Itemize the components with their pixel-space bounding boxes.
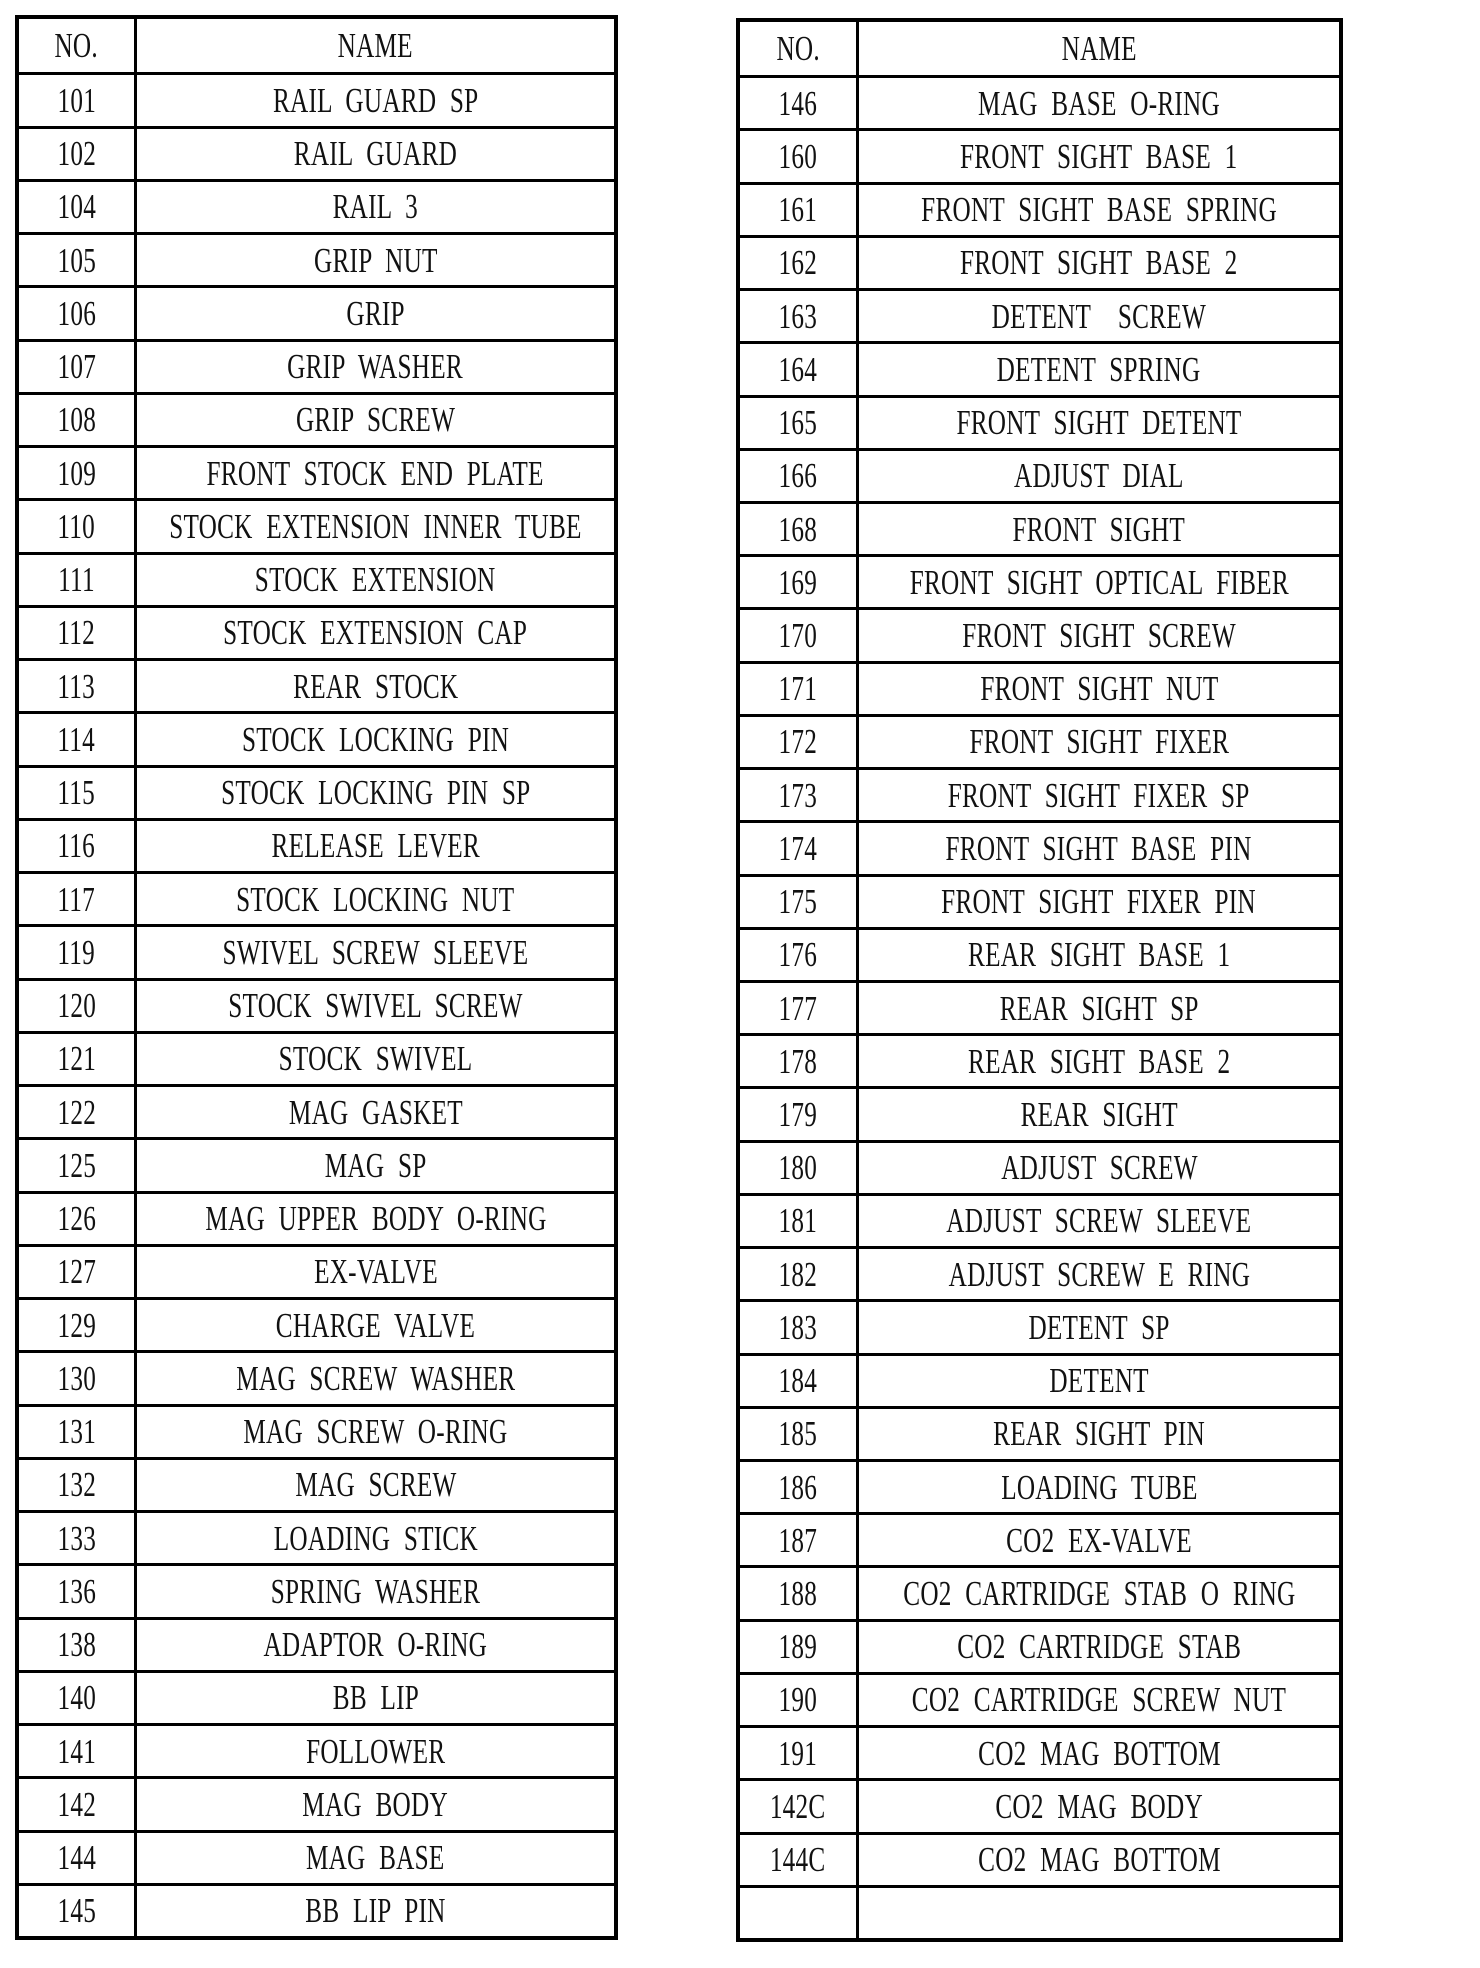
part-name-cell [859, 501, 1339, 554]
part-number-cell [19, 232, 137, 285]
part-number-cell [740, 1672, 859, 1725]
part-name-cell [859, 1353, 1339, 1406]
part-number-cell [19, 765, 137, 818]
cell-text: CO2 MAG BODY [995, 1786, 1203, 1826]
part-name-cell [137, 871, 614, 924]
part-number-cell [740, 1778, 859, 1831]
cell-text: 125 [57, 1145, 96, 1185]
cell-text: FRONT SIGHT FIXER SP [948, 775, 1250, 815]
parts-table-left [15, 15, 618, 1940]
part-name-cell [859, 128, 1339, 181]
cell-text: REAR SIGHT BASE 2 [967, 1041, 1231, 1081]
part-name-cell [859, 1672, 1339, 1725]
part-name-cell [859, 1406, 1339, 1459]
cell-text: 132 [57, 1465, 96, 1505]
part-name-cell [137, 605, 614, 658]
part-number-cell [19, 924, 137, 977]
cell-text: 169 [778, 562, 818, 602]
cell-text: MAG BASE [306, 1838, 445, 1878]
part-name-cell [137, 818, 614, 871]
part-name-cell [859, 1246, 1339, 1299]
part-number-cell [19, 1883, 137, 1936]
cell-text: 144 [57, 1838, 96, 1878]
part-number-cell [19, 339, 137, 392]
cell-text: 176 [778, 935, 818, 975]
part-name-cell [137, 711, 614, 764]
cell-text: CO2 EX-VALVE [1006, 1520, 1192, 1560]
part-number-cell [19, 1191, 137, 1244]
cell-text: STOCK EXTENSION [255, 560, 496, 600]
cell-text: 168 [778, 509, 818, 549]
cell-text: 170 [778, 616, 818, 656]
part-name-cell [859, 607, 1339, 660]
cell-text: EX-VALVE [313, 1252, 438, 1292]
cell-text: 112 [57, 613, 96, 653]
cell-text: 183 [778, 1307, 818, 1347]
cell-text: MAG GASKET [288, 1092, 463, 1132]
part-name-cell [859, 341, 1339, 394]
cell-text: 113 [57, 666, 96, 706]
cell-text: FRONT SIGHT BASE PIN [945, 828, 1253, 868]
cell-text: MAG SCREW [294, 1465, 457, 1505]
part-number-cell [19, 605, 137, 658]
cell-text: FRONT SIGHT NUT [979, 669, 1219, 709]
cell-text: 133 [57, 1518, 96, 1558]
cell-text: 173 [778, 775, 818, 815]
cell-text: FOLLOWER [305, 1731, 446, 1771]
part-name-cell [137, 1670, 614, 1723]
cell-text: 126 [57, 1199, 96, 1239]
part-name-cell [859, 1725, 1339, 1778]
part-name-cell [859, 1086, 1339, 1139]
cell-text: MAG SCREW WASHER [235, 1358, 516, 1398]
part-number-cell [740, 1885, 859, 1938]
part-name-cell [137, 658, 614, 711]
cell-text: 115 [57, 773, 96, 813]
part-name-cell [137, 765, 614, 818]
part-name-cell [137, 1617, 614, 1670]
cell-text: 127 [57, 1252, 96, 1292]
part-number-cell [19, 498, 137, 551]
part-number-cell [740, 714, 859, 767]
part-number-cell [740, 1832, 859, 1885]
part-number-cell [740, 288, 859, 341]
cell-text: 116 [57, 826, 96, 866]
part-name-cell [859, 554, 1339, 607]
part-number-cell [19, 818, 137, 871]
cell-text: 120 [57, 986, 96, 1026]
header-cell-name [137, 19, 614, 72]
part-number-cell [19, 1776, 137, 1829]
cell-text: 191 [778, 1733, 818, 1773]
part-name-cell [137, 1031, 614, 1084]
header-cell-name [859, 22, 1339, 75]
part-name-cell [137, 1883, 614, 1936]
part-number-cell [19, 1723, 137, 1776]
cell-text: 101 [57, 80, 96, 120]
cell-text: 107 [57, 347, 96, 387]
part-number-cell [19, 179, 137, 232]
cell-text: 185 [778, 1414, 818, 1454]
part-number-cell [740, 554, 859, 607]
part-name-cell [859, 1885, 1339, 1938]
cell-text: CO2 CARTRIDGE SCREW NUT [911, 1680, 1287, 1720]
cell-text: 130 [57, 1358, 96, 1398]
part-name-cell [137, 179, 614, 232]
part-name-cell [137, 339, 614, 392]
part-number-cell [19, 1830, 137, 1883]
cell-text: REAR SIGHT SP [999, 988, 1199, 1028]
part-name-cell [859, 448, 1339, 501]
part-name-cell [137, 392, 614, 445]
part-number-cell [740, 1406, 859, 1459]
part-number-cell [19, 1031, 137, 1084]
part-number-cell [19, 1244, 137, 1297]
cell-text: 187 [778, 1520, 818, 1560]
part-name-cell [137, 232, 614, 285]
header-label-no: NO. [776, 29, 820, 69]
cell-text: RELEASE LEVER [271, 826, 480, 866]
part-name-cell [859, 1033, 1339, 1086]
part-name-cell [137, 1297, 614, 1350]
cell-text: 111 [58, 560, 95, 600]
part-name-cell [137, 1350, 614, 1403]
cell-text: FRONT STOCK END PLATE [206, 453, 545, 493]
cell-text: CO2 CARTRIDGE STAB O RING [902, 1574, 1296, 1614]
cell-text: GRIP NUT [313, 240, 438, 280]
part-number-cell [19, 1137, 137, 1190]
cell-text: GRIP WASHER [287, 347, 464, 387]
part-name-cell [137, 1137, 614, 1190]
part-number-cell [740, 767, 859, 820]
header-cell-no [740, 22, 859, 75]
part-name-cell [859, 661, 1339, 714]
part-number-cell [19, 1510, 137, 1563]
header-label-name: NAME [337, 26, 414, 66]
part-name-cell [859, 767, 1339, 820]
cell-text: 108 [57, 400, 96, 440]
part-number-cell [740, 1140, 859, 1193]
cell-text: 160 [778, 137, 818, 177]
cell-text: ADJUST SCREW SLEEVE [946, 1201, 1252, 1241]
cell-text: 178 [778, 1041, 818, 1081]
cell-text: 179 [778, 1095, 818, 1135]
header-label-name: NAME [1061, 29, 1137, 69]
cell-text: 174 [778, 828, 818, 868]
part-name-cell [137, 552, 614, 605]
cell-text: GRIP SCREW [295, 400, 456, 440]
cell-text: 180 [778, 1148, 818, 1188]
cell-text: 104 [57, 187, 96, 227]
part-number-cell [19, 1670, 137, 1723]
header-label-no: NO. [54, 26, 99, 66]
part-name-cell [859, 820, 1339, 873]
cell-text: DETENT SPRING [997, 349, 1201, 389]
part-number-cell [740, 1193, 859, 1246]
part-number-cell [19, 1563, 137, 1616]
part-name-cell [859, 1140, 1339, 1193]
part-number-cell [19, 392, 137, 445]
cell-text: MAG BASE O-RING [978, 83, 1220, 123]
cell-text: CO2 MAG BOTTOM [977, 1733, 1221, 1773]
cell-text: 166 [778, 456, 818, 496]
part-name-cell [137, 445, 614, 498]
header-cell-no [19, 19, 137, 72]
cell-text: SPRING WASHER [270, 1571, 481, 1611]
cell-text: LOADING TUBE [1000, 1467, 1198, 1507]
cell-text: 190 [778, 1680, 818, 1720]
cell-text: 131 [57, 1412, 96, 1452]
cell-text: 162 [778, 243, 818, 283]
part-name-cell [859, 1299, 1339, 1352]
cell-text: CO2 CARTRIDGE STAB [957, 1627, 1241, 1667]
cell-text: MAG SCREW O-RING [243, 1412, 508, 1452]
part-number-cell [740, 1033, 859, 1086]
cell-text: 144C [770, 1840, 826, 1880]
cell-text: DETENT SCREW [991, 296, 1207, 336]
part-number-cell [19, 871, 137, 924]
part-number-cell [19, 1297, 137, 1350]
part-number-cell [19, 552, 137, 605]
cell-text: STOCK EXTENSION CAP [223, 613, 528, 653]
part-name-cell [137, 1563, 614, 1616]
cell-text: 102 [57, 134, 96, 174]
part-number-cell [740, 182, 859, 235]
cell-text: 129 [57, 1305, 96, 1345]
cell-text: DETENT [1049, 1361, 1149, 1401]
part-name-cell [137, 924, 614, 977]
cell-text: 146 [778, 83, 818, 123]
part-number-cell [740, 874, 859, 927]
cell-text: STOCK SWIVEL SCREW [228, 986, 523, 1026]
cell-text: 145 [57, 1891, 96, 1931]
part-number-cell [19, 1404, 137, 1457]
cell-text: REAR SIGHT PIN [993, 1414, 1205, 1454]
parts-table-right [736, 18, 1343, 1942]
part-number-cell [19, 285, 137, 338]
part-number-cell [740, 395, 859, 448]
part-number-cell [19, 445, 137, 498]
cell-text: 161 [778, 190, 818, 230]
cell-text: ADAPTOR O-RING [263, 1625, 488, 1665]
part-name-cell [137, 1191, 614, 1244]
cell-text: GRIP [346, 293, 405, 333]
cell-text: FRONT SIGHT FIXER [969, 722, 1229, 762]
part-name-cell [137, 978, 614, 1031]
cell-text: MAG SP [324, 1145, 427, 1185]
part-number-cell [740, 820, 859, 873]
cell-text: 114 [57, 719, 96, 759]
cell-text: 105 [57, 240, 96, 280]
cell-text: 188 [778, 1574, 818, 1614]
cell-text: MAG UPPER BODY O-RING [204, 1199, 547, 1239]
cell-text: LOADING STICK [273, 1518, 478, 1558]
part-name-cell [859, 1459, 1339, 1512]
cell-text: 165 [778, 403, 818, 443]
cell-text: REAR SIGHT BASE 1 [967, 935, 1231, 975]
part-number-cell [19, 72, 137, 125]
cell-text: 109 [57, 453, 96, 493]
cell-text: 181 [778, 1201, 818, 1241]
cell-text: 189 [778, 1627, 818, 1667]
part-name-cell [859, 1778, 1339, 1831]
part-number-cell [740, 1246, 859, 1299]
cell-text: RAIL 3 [332, 187, 419, 227]
cell-text: FRONT SIGHT BASE SPRING [921, 190, 1277, 230]
cell-text: 110 [57, 506, 96, 546]
part-number-cell [740, 235, 859, 288]
cell-text: 184 [778, 1361, 818, 1401]
part-name-cell [137, 1244, 614, 1297]
part-name-cell [859, 1193, 1339, 1246]
part-number-cell [740, 75, 859, 128]
part-name-cell [137, 1457, 614, 1510]
part-name-cell [859, 1565, 1339, 1618]
part-number-cell [740, 1459, 859, 1512]
part-number-cell [740, 1565, 859, 1618]
part-number-cell [740, 1353, 859, 1406]
cell-text: 182 [778, 1254, 818, 1294]
cell-text: 172 [778, 722, 818, 762]
part-number-cell [19, 126, 137, 179]
part-name-cell [859, 874, 1339, 927]
part-number-cell [740, 607, 859, 660]
cell-text: 117 [57, 879, 96, 919]
part-name-cell [137, 1084, 614, 1137]
part-name-cell [859, 714, 1339, 767]
part-name-cell [859, 1619, 1339, 1672]
cell-text: MAG BODY [302, 1784, 449, 1824]
part-number-cell [19, 658, 137, 711]
part-name-cell [859, 235, 1339, 288]
cell-text: ADJUST DIAL [1014, 456, 1184, 496]
part-number-cell [740, 980, 859, 1033]
part-number-cell [19, 1617, 137, 1670]
cell-text: FRONT SIGHT OPTICAL FIBER [909, 562, 1289, 602]
part-number-cell [740, 501, 859, 554]
cell-text: 164 [778, 349, 818, 389]
part-name-cell [137, 1510, 614, 1563]
part-name-cell [859, 927, 1339, 980]
cell-text: 163 [778, 296, 818, 336]
cell-text: STOCK EXTENSION INNER TUBE [169, 506, 582, 546]
part-name-cell [859, 1512, 1339, 1565]
part-name-cell [137, 285, 614, 338]
cell-text: 142 [57, 1784, 96, 1824]
cell-text: DETENT SP [1028, 1307, 1170, 1347]
part-number-cell [740, 661, 859, 714]
cell-text: 106 [57, 293, 96, 333]
part-number-cell [740, 927, 859, 980]
part-name-cell [137, 1830, 614, 1883]
part-number-cell [740, 1512, 859, 1565]
part-number-cell [740, 1725, 859, 1778]
cell-text: STOCK SWIVEL [278, 1039, 473, 1079]
part-name-cell [137, 1404, 614, 1457]
cell-text: CHARGE VALVE [275, 1305, 476, 1345]
cell-text: STOCK LOCKING NUT [236, 879, 515, 919]
cell-text: 140 [57, 1678, 96, 1718]
cell-text: BB LIP [332, 1678, 419, 1718]
cell-text: BB LIP PIN [305, 1891, 446, 1931]
cell-text: ADJUST SCREW [1000, 1148, 1198, 1188]
cell-text: FRONT SIGHT DETENT [956, 403, 1242, 443]
cell-text: FRONT SIGHT FIXER PIN [941, 882, 1257, 922]
part-number-cell [740, 1299, 859, 1352]
cell-text: 141 [57, 1731, 96, 1771]
cell-text: 136 [57, 1571, 96, 1611]
part-name-cell [859, 182, 1339, 235]
part-name-cell [137, 72, 614, 125]
part-number-cell [740, 1619, 859, 1672]
cell-text: CO2 MAG BOTTOM [977, 1840, 1221, 1880]
part-name-cell [137, 498, 614, 551]
cell-text: STOCK LOCKING PIN SP [220, 773, 531, 813]
cell-text: 142C [770, 1786, 826, 1826]
parts-table-right-grid [740, 22, 1339, 1938]
part-number-cell [19, 978, 137, 1031]
part-name-cell [137, 126, 614, 179]
parts-table-left-grid [19, 19, 614, 1936]
cell-text: 171 [778, 669, 818, 709]
part-number-cell [19, 1457, 137, 1510]
part-name-cell [859, 395, 1339, 448]
part-name-cell [137, 1776, 614, 1829]
cell-text: STOCK LOCKING PIN [241, 719, 510, 759]
cell-text: 175 [778, 882, 818, 922]
cell-text: REAR SIGHT [1020, 1095, 1178, 1135]
cell-text: FRONT SIGHT BASE 1 [960, 137, 1238, 177]
part-number-cell [19, 1350, 137, 1403]
part-name-cell [859, 75, 1339, 128]
part-number-cell [19, 1084, 137, 1137]
cell-text: 121 [57, 1039, 96, 1079]
part-number-cell [740, 128, 859, 181]
part-number-cell [740, 1086, 859, 1139]
cell-text: RAIL GUARD SP [272, 80, 479, 120]
part-name-cell [859, 1832, 1339, 1885]
cell-text: REAR STOCK [292, 666, 459, 706]
cell-text: SWIVEL SCREW SLEEVE [222, 932, 529, 972]
part-number-cell [740, 448, 859, 501]
cell-text: 138 [57, 1625, 96, 1665]
cell-text: ADJUST SCREW E RING [948, 1254, 1250, 1294]
part-number-cell [19, 711, 137, 764]
part-name-cell [859, 288, 1339, 341]
part-name-cell [137, 1723, 614, 1776]
cell-text: RAIL GUARD [293, 134, 458, 174]
cell-text: 177 [778, 988, 818, 1028]
cell-text: 186 [778, 1467, 818, 1507]
cell-text: FRONT SIGHT SCREW [962, 616, 1236, 656]
part-name-cell [859, 980, 1339, 1033]
cell-text: 119 [57, 932, 96, 972]
cell-text: FRONT SIGHT BASE 2 [960, 243, 1238, 283]
part-number-cell [740, 341, 859, 394]
cell-text: 122 [57, 1092, 96, 1132]
cell-text: FRONT SIGHT [1012, 509, 1186, 549]
